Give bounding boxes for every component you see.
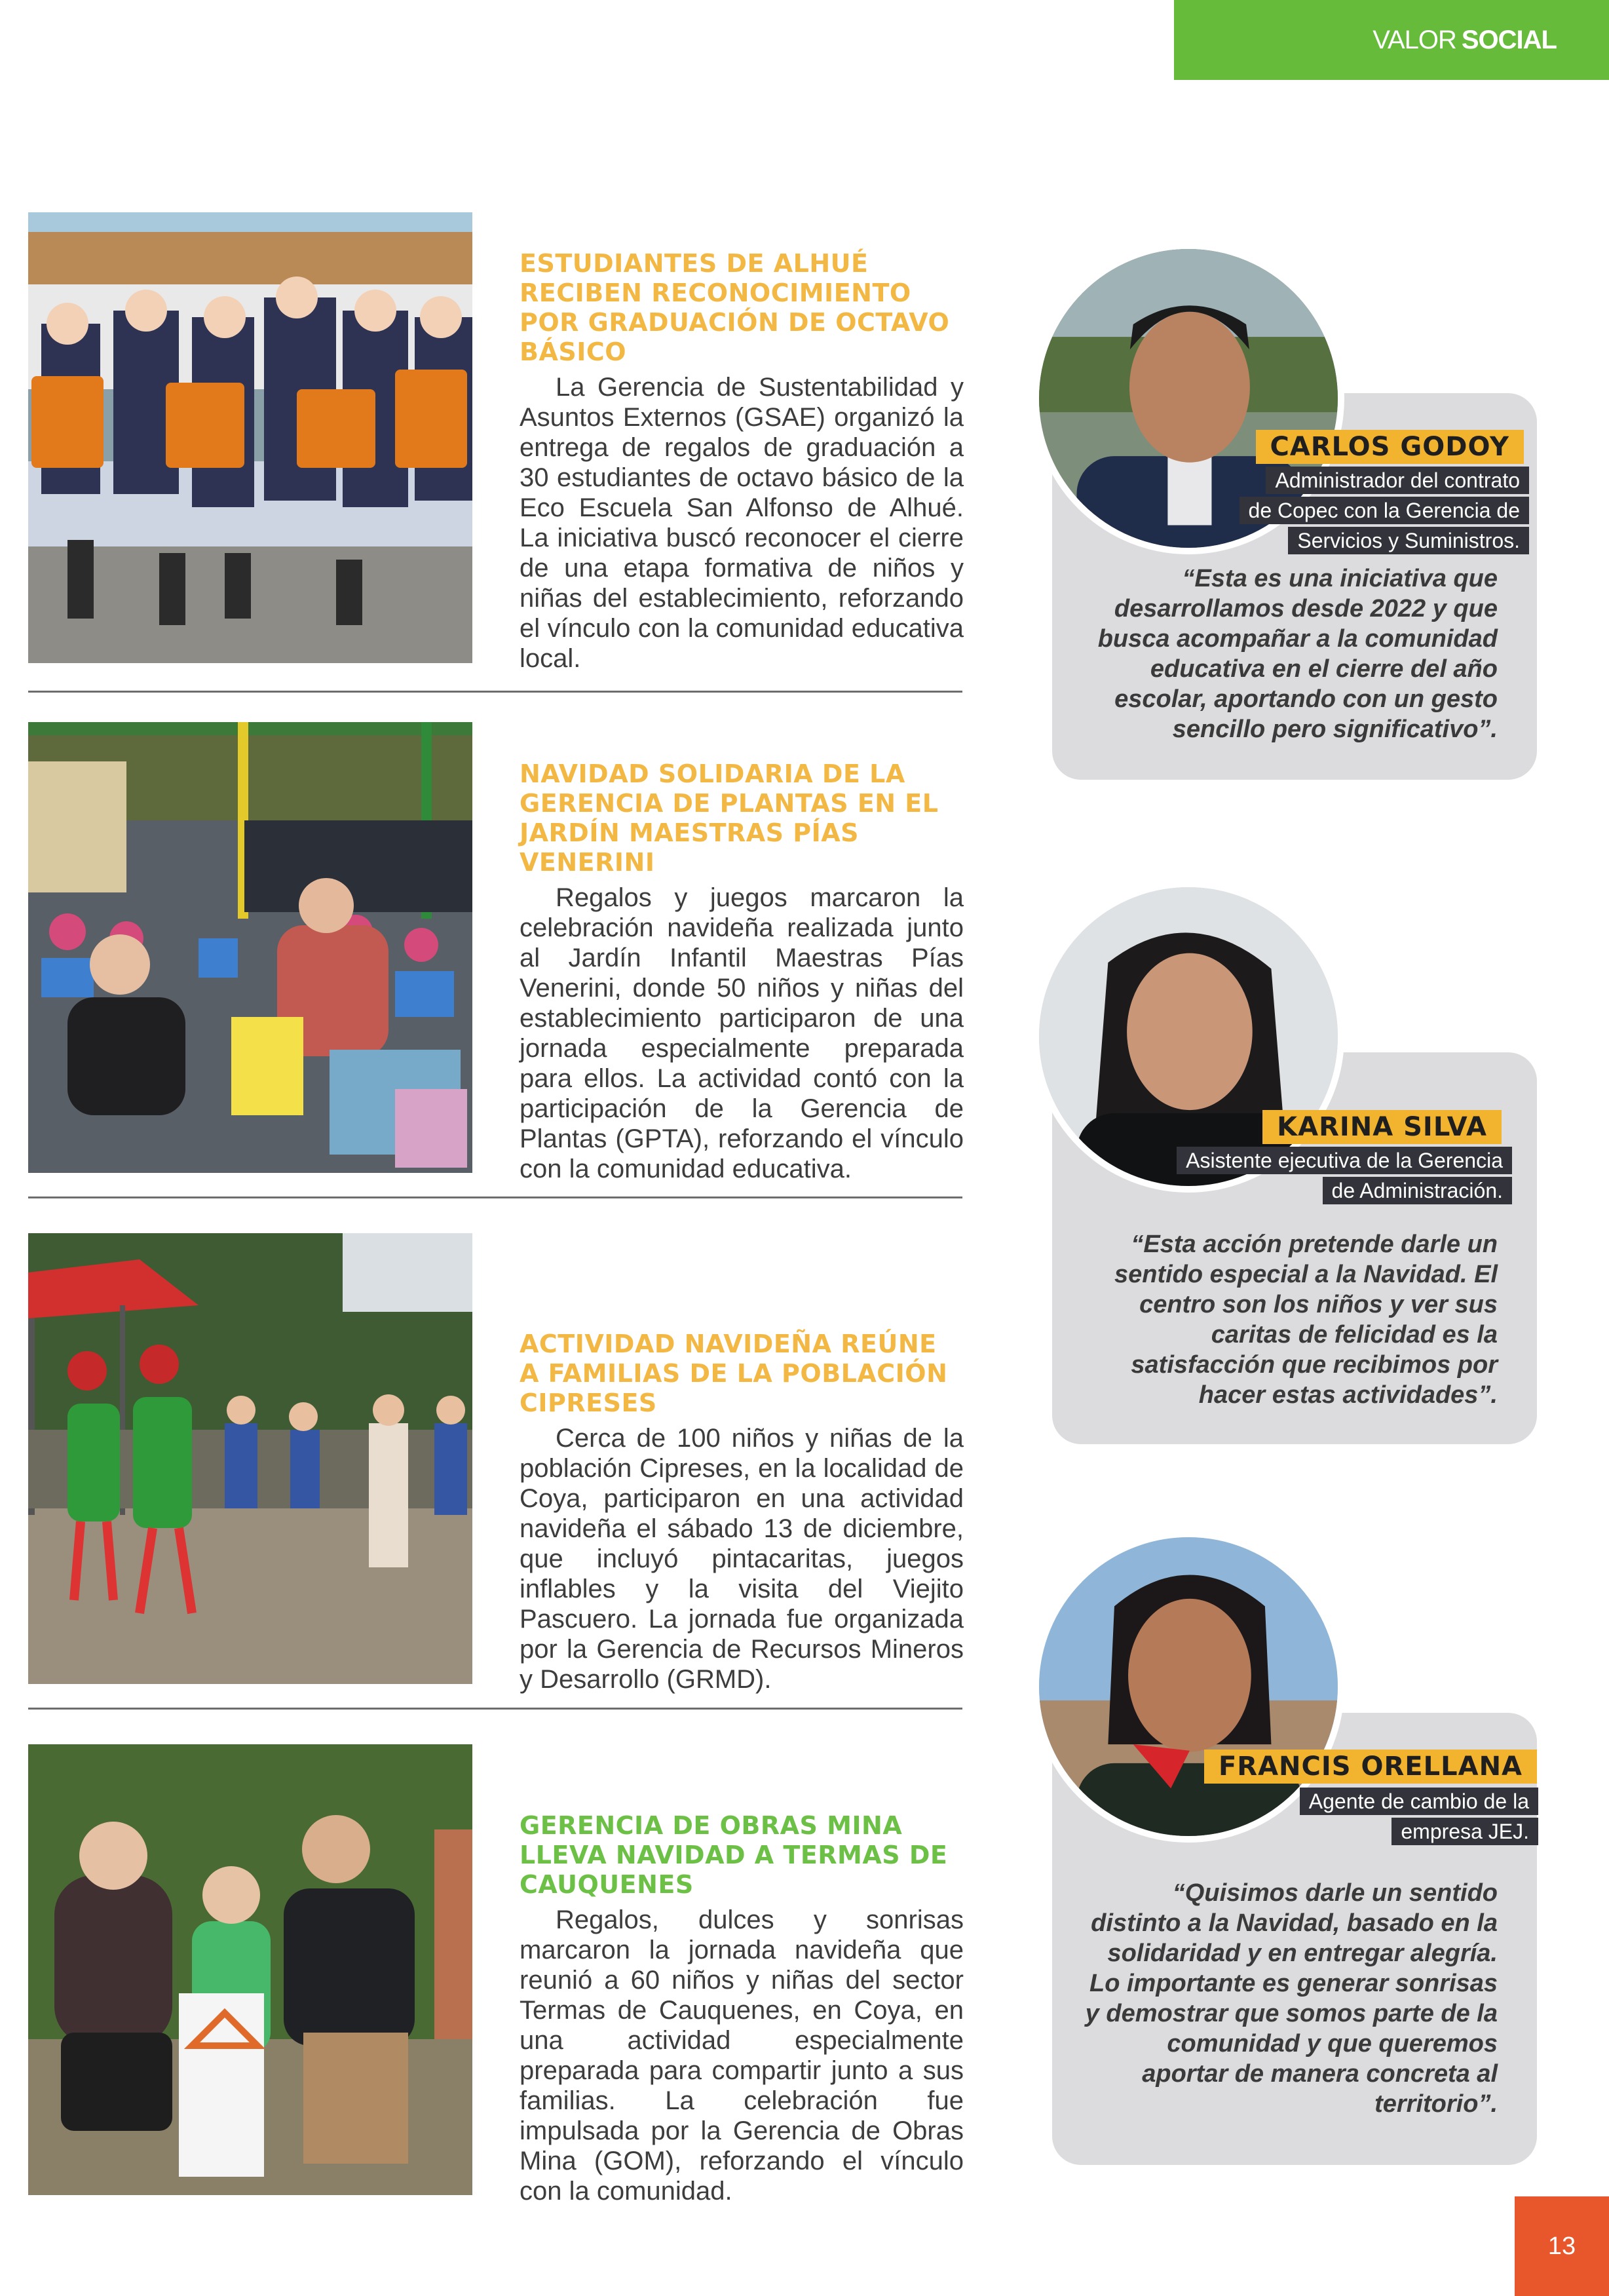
page-number: 13 <box>1515 2196 1609 2296</box>
cipreses-photo <box>28 1233 472 1684</box>
testimonial-role <box>1188 467 1529 552</box>
divider <box>28 1196 962 1198</box>
article-venerini <box>520 759 964 1184</box>
testimonial-quote: “Quisimos darle un sentido distinto a la Navidad, basado en la solidaridad y en entregar alegría. Lo importante es generar sonrisas y demostrar que somos parte de la comunidad y que queremos aportar de manera concreta al territorio”. <box>1085 1879 1498 2118</box>
testimonial-quote: “Esta es una iniciativa que desarrollamos desde 2022 y que busca acompañar a la comunidad educativa en el cierre del año escolar, aportando con un gesto sencillo pero significativo”. <box>1097 565 1498 743</box>
testimonial-name: FRANCIS ORELLANA <box>1204 1750 1537 1784</box>
article-body: La Gerencia de Sustentabilidad y Asuntos Externos (GSAE) organizó la entrega de regalos de graduación a 30 estudiantes de octavo básico de la Eco Escuela San Alfonso de Alhué. La iniciativa buscó reconocer el cierre de una etapa formativa de niños y niñas del establecimiento, reforzando el vínculo con la comunidad educativa local. <box>520 373 964 673</box>
testimonial-role <box>1145 1147 1512 1206</box>
role-line: Administrador del contrato <box>1266 467 1529 494</box>
testimonial-name: CARLOS GODOY <box>1256 430 1524 464</box>
kindergarten-photo <box>28 722 472 1173</box>
role-line: Agente de cambio de la <box>1300 1788 1538 1815</box>
karina-silva-avatar <box>1032 881 1344 1193</box>
testimonial-role <box>1237 1788 1538 1846</box>
cauquenes-photo <box>28 1744 472 2195</box>
article-title: ESTUDIANTES DE ALHUÉ RECIBEN RECONOCIMIENTO POR GRADUACIÓN DE OCTAVO BÁSICO <box>520 249 950 366</box>
article-cipreses <box>520 1330 964 1694</box>
role-line: de Copec con la Gerencia de <box>1240 497 1529 524</box>
article-alhue <box>520 249 964 674</box>
article-title: ACTIVIDAD NAVIDEÑA REÚNE A FAMILIAS DE LA POBLACIÓN CIPRESES <box>520 1330 948 1417</box>
role-line: de Administración. <box>1323 1177 1512 1204</box>
article-title: GERENCIA DE OBRAS MINA LLEVA NAVIDAD A TERMAS DE CAUQUENES <box>520 1811 948 1899</box>
article-body: Cerca de 100 niños y niñas de la población Cipreses, en la localidad de Coya, participaron en una actividad navideña el sábado 13 de diciembre, que incluyó pintacaritas, juegos inflables y la visita del Viejito Pascuero. La jornada fue organizada por la Gerencia de Recursos Mineros y Desarrollo (GRMD). <box>520 1424 964 1694</box>
divider <box>28 1708 962 1710</box>
role-line: empresa JEJ. <box>1391 1818 1538 1845</box>
section-tab <box>1174 0 1609 80</box>
role-line: Servicios y Suministros. <box>1288 527 1529 554</box>
article-title: NAVIDAD SOLIDARIA DE LA GERENCIA DE PLANTAS EN EL JARDÍN MAESTRAS PÍAS VENERINI <box>520 759 939 877</box>
testimonial-quote: “Esta acción pretende darle un sentido especial a la Navidad. El centro son los niños y ver sus caritas de felicidad es la satisfacción que recibimos por hacer estas actividades”. <box>1114 1231 1498 1409</box>
section-label-light: VALOR <box>1372 25 1456 54</box>
role-line: Asistente ejecutiva de la Gerencia <box>1177 1147 1512 1174</box>
graduation-photo <box>28 212 472 663</box>
testimonial-name: KARINA SILVA <box>1262 1110 1502 1144</box>
divider <box>28 691 962 693</box>
article-body: Regalos, dulces y sonrisas marcaron la jornada navideña que reunió a 60 niños y niñas del sector Termas de Cauquenes, en Coya, en una actividad especialmente preparada para compartir junto a sus familias. La celebración fue impulsada por la Gerencia de Obras Mina (GOM), reforzando el vínculo con la comunidad. <box>520 1905 964 2206</box>
article-body: Regalos y juegos marcaron la celebración navideña realizada junto al Jardín Infantil Maestras Pías Venerini, donde 50 niños y niñas del establecimiento participaron de una jornada especialmente preparada para ellos. La actividad contó con la participación de la Gerencia de Plantas (GPTA), reforzando el vínculo con la comunidad educativa. <box>520 883 964 1183</box>
section-label-bold: SOCIAL <box>1461 25 1557 54</box>
article-cauquenes <box>520 1811 964 2206</box>
